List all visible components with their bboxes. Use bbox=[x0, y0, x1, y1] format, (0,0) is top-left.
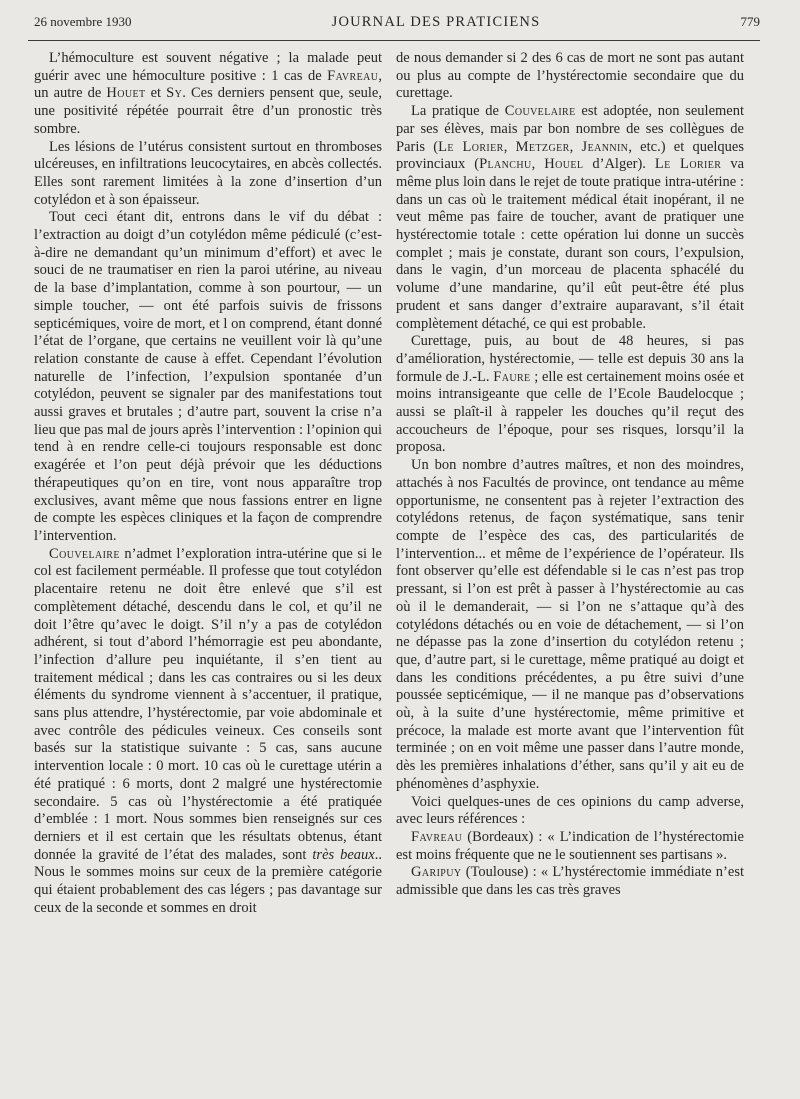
running-header bbox=[34, 14, 760, 36]
paragraph: Voici quelques-unes de ces opinions du camp adverse, avec leurs références : bbox=[396, 793, 744, 828]
author-name: Houel bbox=[544, 156, 584, 173]
author-name: Sy bbox=[166, 85, 183, 102]
author-name: Jeannin bbox=[581, 138, 629, 155]
header-rule bbox=[28, 40, 760, 41]
paragraph: Curettage, puis, au bout de 48 heures, si pas d’amélioration, hystérectomie, — telle est depuis 30 ans la formule de J.-L. Faure ; elle est certainement moins osée et moins intransigeante que celle de l’Ecole Baudelocque ; aussi se plaît-il à rappeler les douches qu’il reçut des accoucheurs de l’époque, pour ses risques, lorsqu’il la proposa. bbox=[396, 333, 744, 456]
author-name: Planchu bbox=[479, 156, 532, 173]
left-column bbox=[34, 50, 382, 917]
author-name: Metzger bbox=[515, 138, 570, 155]
header-date: 26 novembre 1930 bbox=[34, 14, 132, 29]
author-name: Le Lorier bbox=[438, 138, 504, 155]
right-column bbox=[396, 50, 744, 900]
paragraph: Tout ceci étant dit, entrons dans le vif du débat : l’extraction au doigt d’un cotylédon même pédiculé (c’est-à-dire ne demandant qu’un minimum d’effort) et avec le souci de ne traumatiser en rien la paroi utérine, au niveau de la base d’implantation, comme à son pourtour, — un simple toucher, — ont été parfois suivis de frissons septicémiques, voire de mort, et l on comprend, étant donné l’état de l’organe, que certains ne veuillent voir là qu’une relation constante de cause à effet. Cependant l’évolution naturelle de l’infection, l’expulsion spontanée d’un cotylédon, peuvent se signaler par des manifestations tout aussi graves et brutales ; d’autre part, souvent la crise n’a lieu que pas mal de jours après l’intervention : l’opinion qui tend à en rendre celle-ci toujours responsable est donc exagérée et l’on peut déjà prévoir que les déductions thérapeutiques qu’on en tire, vont nous apparaître trop exclusives, avant même que nous fassions entrer en ligne de compte les espèces cliniques et la façon de comprendre l’intervention. bbox=[34, 209, 382, 544]
author-name: Favreau bbox=[411, 828, 463, 845]
paragraph: Couvelaire n’admet l’exploration intra-utérine que si le col est facilement perméable. Il professe que tout cotylédon placentaire retenu ne doit être enlevé que s’il est complètement détaché, descendu dans le col, et qu’il ne doit l’être qu’avec le doigt. S’il n’y a pas de cotylédon adhérent, si tout d’abord l’hémorragie est peu abondante, l’infection d’allure peu inquiétante, il s’en tient au traitement médical ; dans les cas contraires ou si les deux éléments du syndrome viennent à s’accentuer, il pratique, sans plus attendre, l’hystérectomie, par voie abdominale et avec contrôle des pédicules veineux. Ces conseils sont basés sur la statistique suivante : 5 cas, sans aucune intervention locale : 0 mort. 10 cas où le curettage utérin a été pratiqué : 6 morts, dont 2 malgré une hystérectomie secondaire. 5 cas où l’hystérectomie a été pratiquée d’emblée : 1 mort. Nous sommes bien renseignés sur ces derniers et il est certain que les résultats obtenus, étant donnée la gravité de l’état des malades, sont très beaux.. Nous le sommes moins sur ceux de la première catégorie qui étaient probablement des cas légers ; pas davantage sur ceux de la seconde et sommes en droit bbox=[34, 545, 382, 916]
paragraph: Favreau (Bordeaux) : « L’indication de l’hystérectomie est moins fréquente que ne le soutiennent ses partisans ». bbox=[396, 828, 744, 863]
paragraph: La pratique de Couvelaire est adoptée, non seulement par ses élèves, mais par bon nombre de ses collègues de Paris (Le Lorier, Metzger, Jeannin, etc.) et quelques provinciaux (Planchu, Houel d’Alger). Le Lorier va même plus loin dans le rejet de toute pratique intra-utérine : dans un cas où le traitement médical était inopérant, il ne veut même pas faire de toucher, avant de pratiquer une hystérectomie totale : cette opération lui donne un succès complet ; mais je constate, durant son cours, l’expulsion, dans le vagin, d’un morceau de placenta sphacélé du volume d’une mandarine, qu’il eût peut-être été plus prudent et sans danger d’extraire auparavant, s’il était complètement détaché, ce qui est probable. bbox=[396, 103, 745, 332]
author-name: Couvelaire bbox=[49, 545, 120, 562]
author-name: Houet bbox=[106, 85, 146, 102]
author-name: Couvelaire bbox=[504, 103, 576, 120]
paragraph: L’hémoculture est souvent négative ; la malade peut guérir avec une hémoculture positive : 1 cas de Favreau, un autre de Houet et Sy. Ces derniers pensent que, seule, une positivité répétée pourrait être d’un pronostic très sombre. bbox=[34, 50, 382, 137]
emphasis: très beaux bbox=[312, 846, 375, 863]
author-name: Garipuy bbox=[411, 864, 462, 881]
paragraph: Garipuy (Toulouse) : « L’hystérectomie immédiate n’est admissible que dans les cas très graves bbox=[396, 864, 744, 899]
page-number: 779 bbox=[740, 14, 760, 29]
author-name: Faure bbox=[493, 368, 531, 385]
author-name: Le Lorier bbox=[654, 156, 722, 173]
author-name: Favreau bbox=[327, 67, 379, 84]
paragraph: Un bon nombre d’autres maîtres, et non des moindres, attachés à nos Facultés de province, ont tendance au même opportunisme, ne consentent pas à rejeter l’extraction des cotylédons retenus, de façon systématique, sans tenir compte de l’espèce des cas, des particularités de l’intervention... et même de l’expérience de l’opérateur. Ils font observer qu’elle est défendable si le cas n’est pas trop pressant, si l’on est prêt à passer à l’hystérectomie au cas où il le demanderait, — si l’on ne s’attaque qu’à des cotylédons détachés ou en voie de détachement, — si l’on ne dépasse pas la zone d’insertion du cotylédon retenu ; que, d’autre part, si le curettage, même pratiqué au doigt et dans les conditions précédentes, a pu être suivi d’une poussée septicémique, — il ne manque pas d’observations où, à la suite d’une hystérectomie, même primitive et précoce, la malade est morte avant que l’intervention fût terminée ; on en voit même une passer dans l’autre monde, dès les premières inhalations d’éther, sans qu’il y ait eu de phénomènes d’asphyxie. bbox=[396, 457, 744, 792]
paragraph: de nous demander si 2 des 6 cas de mort ne sont pas autant ou plus au compte de l’hystérectomie secondaire que du curettage. bbox=[396, 50, 744, 102]
paragraph: Les lésions de l’utérus consistent surtout en thromboses ulcéreuses, en infiltrations leucocytaires, en abcès collectés. Elles sont rarement limitées à la zone d’insertion d’un cotylédon et à son épaisseur. bbox=[34, 138, 382, 208]
journal-title: JOURNAL DES PRATICIENS bbox=[331, 14, 541, 30]
